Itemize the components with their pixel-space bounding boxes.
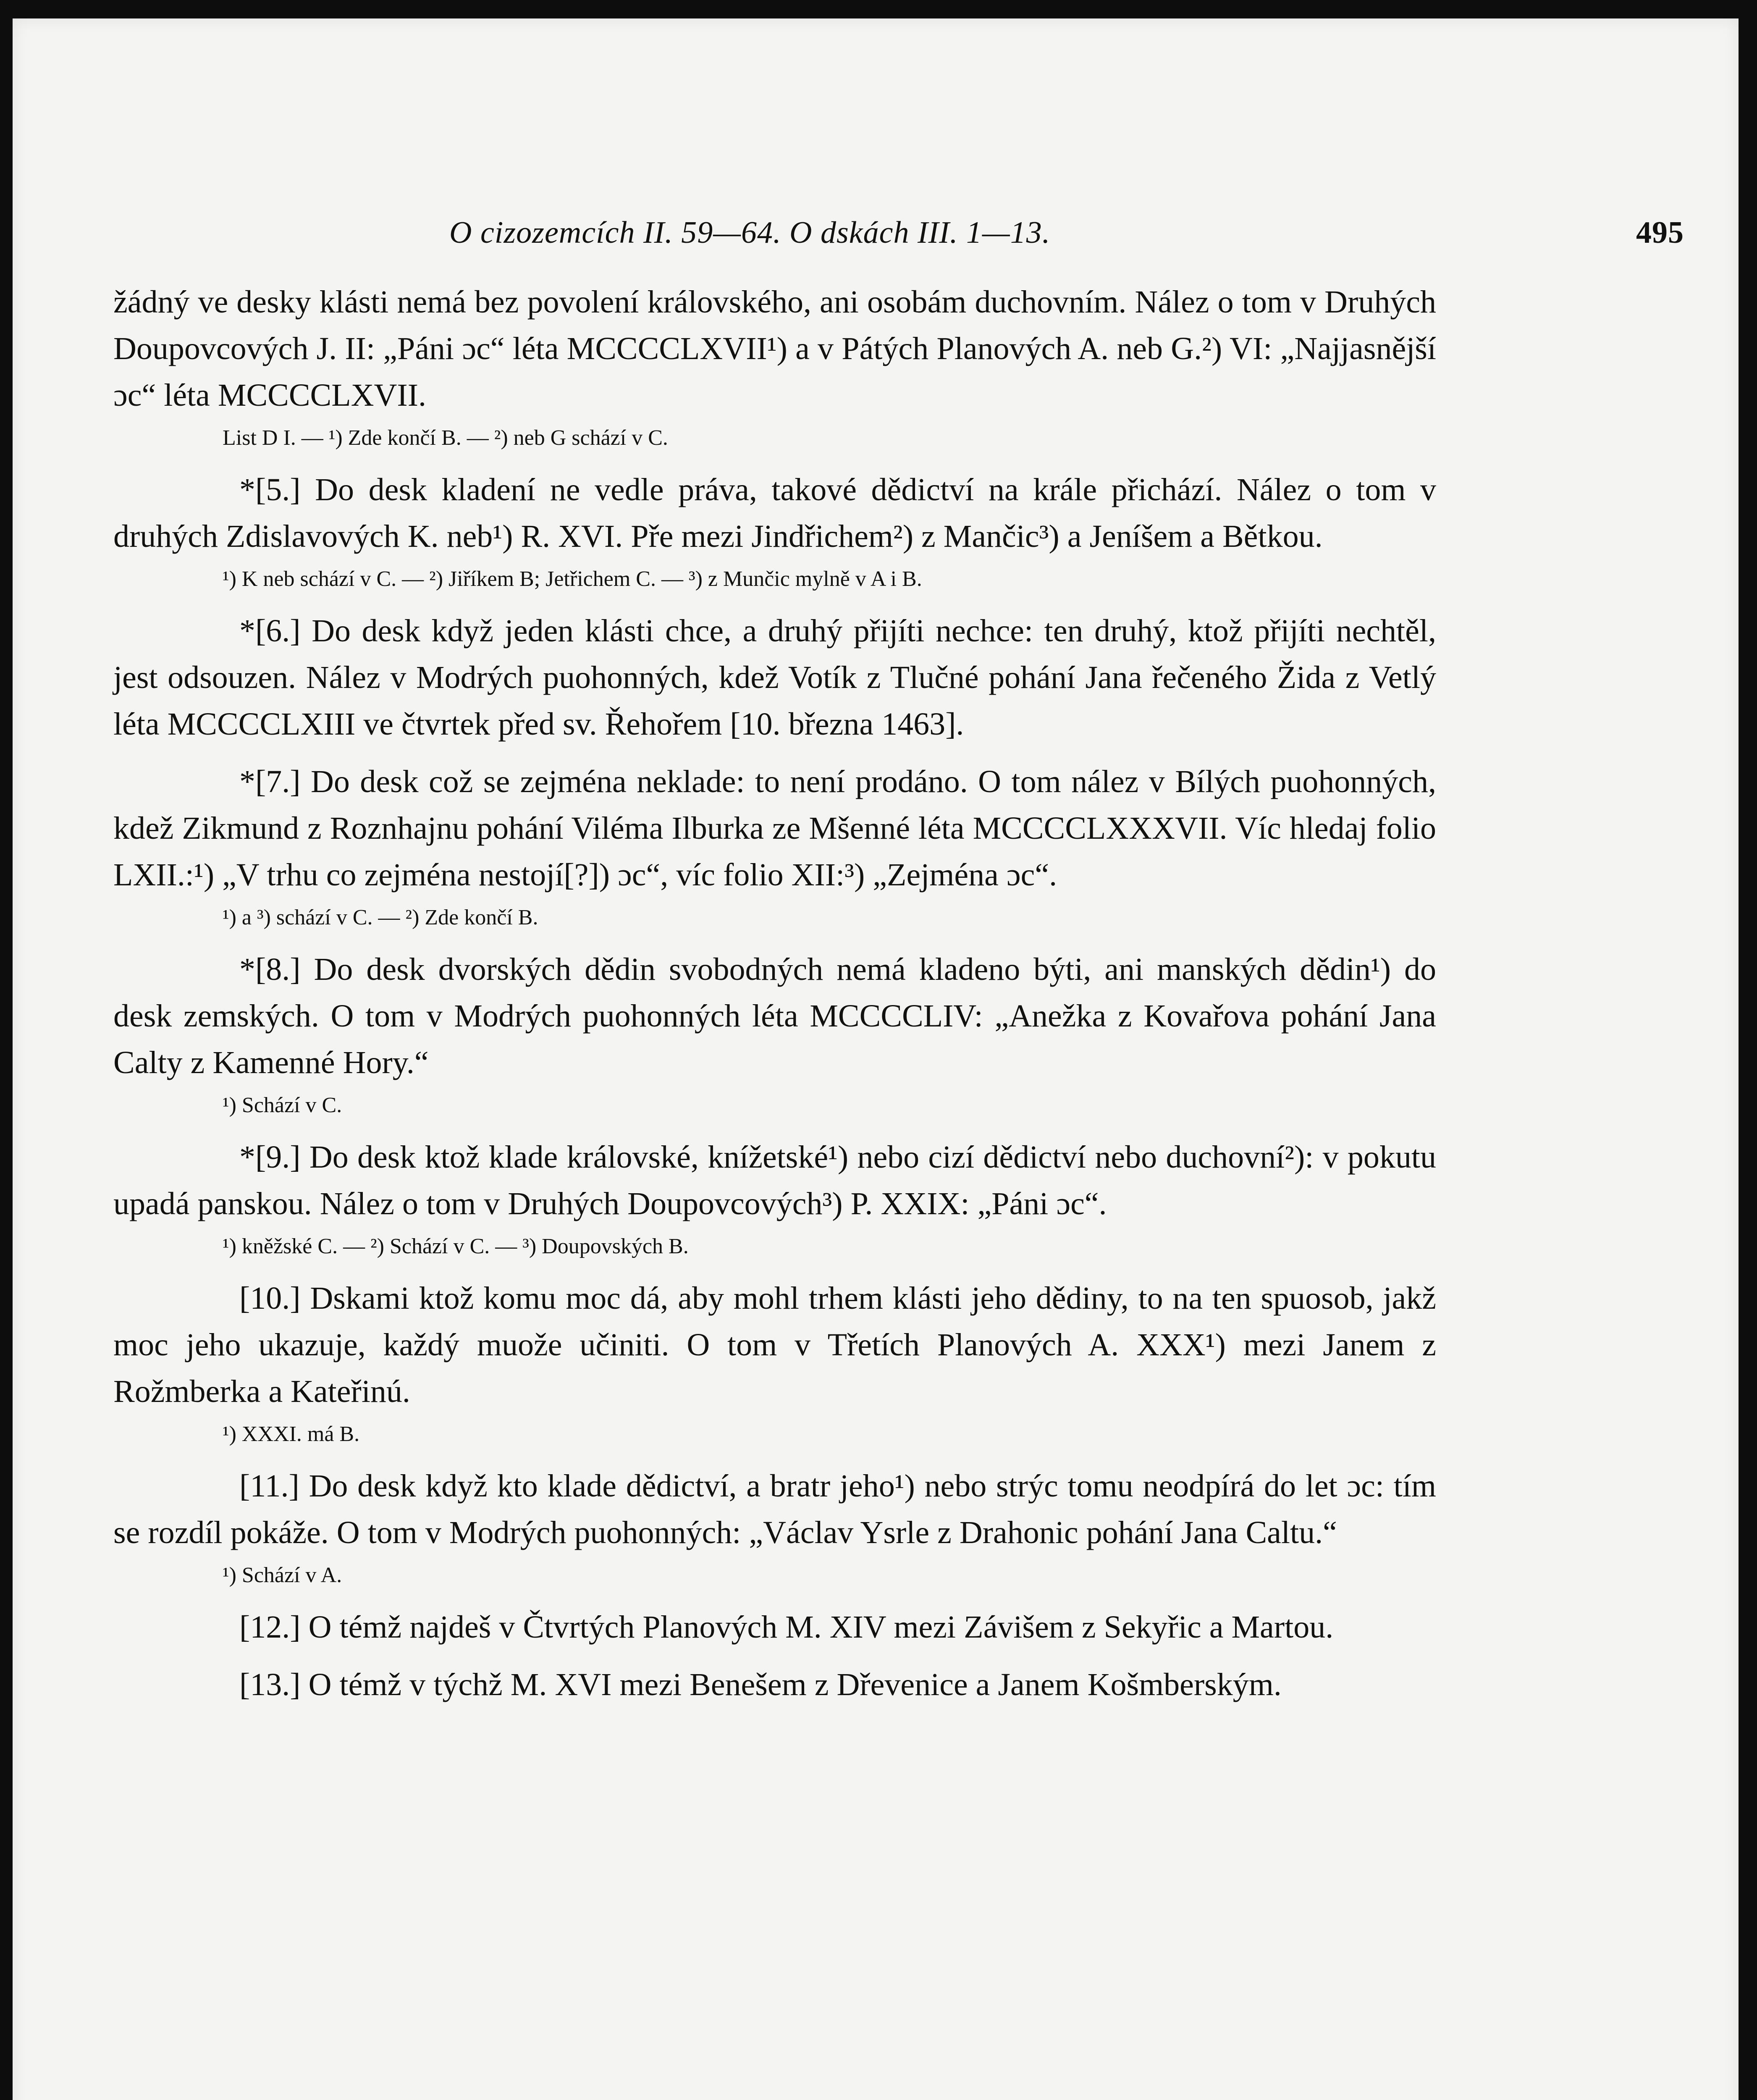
scanned-page bbox=[13, 18, 1739, 2100]
footnote: ¹) K neb schází v C. — ²) Jiříkem B; Jetřichem C. — ³) z Munčic mylně v A i B. bbox=[223, 567, 922, 591]
page-body bbox=[113, 279, 1436, 1708]
footnote: ¹) XXXI. má B. bbox=[223, 1422, 360, 1446]
paragraph-13: [13.] O témž v týchž M. XVI mezi Benešem z Dřevenice a Janem Košmberským. bbox=[239, 1667, 1282, 1702]
paragraph-12: [12.] O témž najdeš v Čtvrtých Planových M. XIV mezi Závišem z Sekyřic a Martou. bbox=[239, 1609, 1334, 1645]
paragraph-9: *[9.] Do desk ktož klade královské, knížetské¹) nebo cizí dědictví nebo duchovní²): v pokutu upadá panskou. Nález o tom v Druhých Doupovcových³) P. XXIX: „Páni ɔc“. bbox=[113, 1139, 1436, 1221]
page-number: 495 bbox=[1636, 215, 1684, 250]
footnote: ¹) a ³) schází v C. — ²) Zde končí B. bbox=[223, 906, 538, 929]
running-title: O cizozemcích II. 59—64. O dskách III. 1—13. bbox=[449, 215, 1051, 250]
paragraph-intro: žádný ve desky klásti nemá bez povolení královského, ani osobám duchovním. Nález o tom v Druhých Doupovcových J. II: „Páni ɔc“ léta MCCCCLXVII¹) a v Pátých Planových A. neb G.²) VI: „Najjasnější ɔc“ léta MCCCCLXVII. bbox=[113, 284, 1436, 413]
paragraph-7: *[7.] Do desk což se zejména neklade: to není prodáno. O tom nález v Bílých puohonných, kdež Zikmund z Roznhajnu pohání Viléma Ilburka ze Mšenné léta MCCCCLXXXVII. Víc hledaj folio LXII.:¹) „V trhu co zejména nestojí[?]) ɔc“, víc folio XII:³) „Zejména ɔc“. bbox=[113, 764, 1436, 892]
paragraph-8: *[8.] Do desk dvorských dědin svobodných nemá kladeno býti, ani manských dědin¹) do desk zemských. O tom v Modrých puohonných léta MCCCCLIV: „Anežka z Kovařova pohání Jana Calty z Kamenné Hory.“ bbox=[113, 952, 1436, 1080]
paragraph-11: [11.] Do desk když kto klade dědictví, a bratr jeho¹) nebo strýc tomu neodpírá do let ɔc: tím se rozdíl pokáže. O tom v Modrých puohonných: „Václav Ysrle z Drahonic pohání Jana Caltu.“ bbox=[113, 1468, 1436, 1550]
paragraph-6: *[6.] Do desk když jeden klásti chce, a druhý přijíti nechce: ten druhý, ktož přijíti nechtěl, jest odsouzen. Nález v Modrých puohonných, kdež Votík z Tlučné pohání Jana řečeného Žida z Vetlý léta MCCCCLXIII ve čtvrtek před sv. Řehořem [10. března 1463]. bbox=[113, 613, 1436, 742]
paragraph-10: [10.] Dskami ktož komu moc dá, aby mohl trhem klásti jeho dědiny, to na ten spuosob, jakž moc jeho ukazuje, každý muože učiniti. O tom v Třetích Planových A. XXX¹) mezi Janem z Rožmberka a Kateřinú. bbox=[113, 1281, 1436, 1409]
footnote: ¹) Schází v A. bbox=[223, 1563, 342, 1587]
footnote: ¹) kněžské C. — ²) Schází v C. — ³) Doupovských B. bbox=[223, 1234, 689, 1258]
paragraph-5: *[5.] Do desk kladení ne vedle práva, takové dědictví na krále přichází. Nález o tom v druhých Zdislavových K. neb¹) R. XVI. Pře mezi Jindřichem²) z Mančic³) a Jeníšem a Bětkou. bbox=[113, 472, 1436, 554]
footnote: List D I. — ¹) Zde končí B. — ²) neb G schází v C. bbox=[223, 426, 668, 450]
footnote: ¹) Schází v C. bbox=[223, 1093, 342, 1117]
running-header bbox=[449, 207, 1684, 258]
